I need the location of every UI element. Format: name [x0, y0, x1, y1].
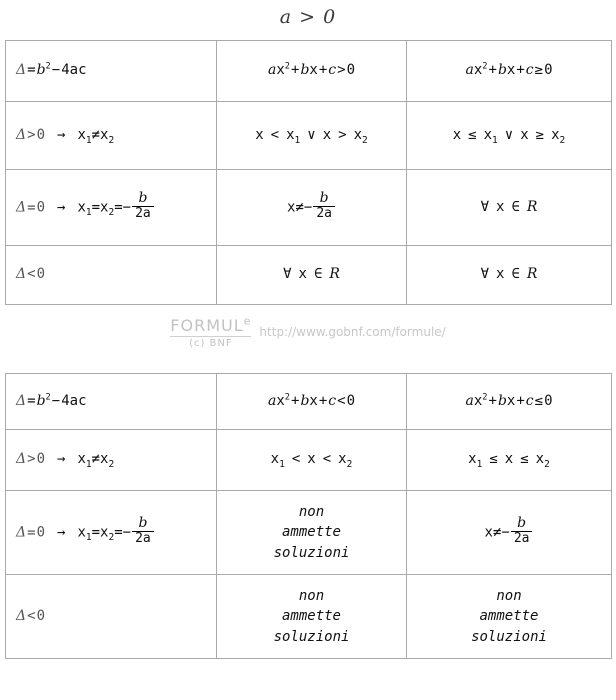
- t2-header-discriminant: [6, 374, 217, 430]
- t1-r1-col2: [217, 102, 407, 170]
- exponent-2: 2: [45, 61, 51, 72]
- x-symbol: x: [506, 62, 516, 79]
- reals-symbol: R: [526, 266, 538, 283]
- equals-symbol: =: [27, 392, 36, 409]
- t1-header-discriminant: [6, 41, 217, 102]
- subscript-1: 1: [85, 134, 92, 146]
- subscript-2: 2: [108, 207, 115, 219]
- reals-symbol: R: [329, 266, 340, 283]
- x-symbol: x: [100, 451, 109, 468]
- a-symbol: a: [465, 62, 474, 79]
- le-symbol: ≤: [489, 451, 498, 468]
- zero-symbol: 0: [36, 524, 45, 541]
- table-row: [6, 430, 612, 491]
- watermark-url: http://www.gobnf.com/formule/: [259, 325, 446, 339]
- element-of-symbol: ∈: [511, 198, 520, 215]
- x-symbol: x: [77, 524, 86, 541]
- delta-symbol: Δ: [16, 266, 27, 283]
- logo-main-text: FORMUL: [170, 316, 244, 335]
- x-symbol: x: [506, 392, 516, 409]
- fraction-b-over-2a: [313, 191, 335, 222]
- table-row: [6, 491, 612, 575]
- le-symbol: ≤: [534, 392, 544, 409]
- no-solutions-text: [413, 586, 605, 647]
- t2-r3-col2: [217, 575, 407, 659]
- lt-symbol: <: [337, 392, 346, 409]
- fraction-denominator: 2a: [135, 205, 151, 221]
- table-row: [6, 374, 612, 430]
- zero-symbol: 0: [346, 392, 356, 409]
- forall-symbol: ∀: [480, 198, 489, 215]
- plus-symbol: +: [488, 392, 497, 409]
- ge-symbol: ≥: [535, 126, 545, 143]
- a-symbol: a: [69, 392, 79, 409]
- t2-r3-condition: [6, 575, 217, 659]
- exponent-2: 2: [482, 392, 488, 403]
- element-of-symbol: ∈: [313, 266, 323, 283]
- b-symbol: b: [497, 62, 507, 79]
- zero-symbol: 0: [346, 62, 356, 79]
- minus-symbol: −: [501, 524, 510, 541]
- gt-symbol: >: [27, 126, 36, 143]
- plus-symbol: +: [318, 392, 328, 409]
- t2-header-col3: [407, 374, 612, 430]
- no-solutions-line3: soluzioni: [471, 628, 547, 645]
- arrow-icon: →: [57, 126, 66, 143]
- no-solutions-line1: non: [298, 504, 325, 521]
- zero-symbol: 0: [36, 607, 45, 624]
- plus-symbol: +: [318, 62, 328, 79]
- forall-symbol: ∀: [480, 266, 489, 283]
- bnf-logo: [170, 316, 251, 349]
- watermark: [0, 316, 616, 356]
- c-symbol: c: [525, 392, 534, 409]
- minus-symbol: −: [303, 199, 313, 216]
- exponent-2: 2: [482, 61, 488, 72]
- x-symbol: x: [551, 126, 560, 143]
- delta-symbol: Δ: [16, 392, 27, 409]
- plus-symbol: +: [291, 392, 300, 409]
- x-symbol: x: [100, 524, 109, 541]
- delta-symbol: Δ: [16, 199, 27, 216]
- plus-symbol: +: [516, 392, 525, 409]
- fraction-numerator: b: [132, 516, 154, 532]
- subscript-1: 1: [492, 134, 498, 146]
- minus-symbol: −: [51, 392, 61, 409]
- x-symbol: x: [286, 126, 295, 143]
- fraction-numerator: b: [511, 516, 533, 532]
- b-symbol: b: [497, 392, 507, 409]
- t1-header-col3: [407, 41, 612, 102]
- t2-r1-col2: [217, 430, 407, 491]
- x-symbol: x: [307, 451, 316, 468]
- x-symbol: x: [100, 199, 109, 216]
- x-symbol: x: [520, 126, 529, 143]
- x-symbol: x: [496, 198, 505, 215]
- c-symbol: c: [525, 62, 534, 79]
- no-solutions-line2: ammette: [281, 608, 341, 625]
- equals-symbol: =: [27, 524, 36, 541]
- x-symbol: x: [276, 62, 285, 79]
- no-solutions-line2: ammette: [281, 524, 341, 541]
- t2-r1-col3: [407, 430, 612, 491]
- subscript-2: 2: [544, 459, 550, 471]
- x-symbol: x: [322, 126, 332, 143]
- x-symbol: x: [473, 392, 483, 409]
- x-symbol: x: [287, 199, 296, 216]
- a-symbol: a: [465, 392, 474, 409]
- equals-symbol: =: [91, 524, 101, 541]
- table-row: [6, 41, 612, 102]
- delta-symbol: Δ: [16, 524, 27, 541]
- gt-symbol: >: [337, 62, 346, 79]
- four-symbol: 4: [61, 62, 70, 79]
- fraction-b-over-2a: [132, 516, 154, 547]
- a-symbol: a: [267, 392, 277, 409]
- x-symbol: x: [77, 199, 86, 216]
- c-symbol: c: [78, 392, 87, 409]
- zero-symbol: 0: [36, 266, 45, 283]
- delta-symbol: Δ: [16, 62, 27, 79]
- x-symbol: x: [535, 451, 545, 468]
- x-symbol: x: [468, 451, 477, 468]
- plus-symbol: +: [488, 62, 497, 79]
- ge-symbol: ≥: [534, 62, 544, 79]
- fraction-denominator: 2a: [513, 530, 530, 546]
- subscript-2: 2: [108, 459, 115, 471]
- delta-symbol: Δ: [16, 451, 27, 468]
- x-symbol: x: [473, 62, 483, 79]
- x-symbol: x: [77, 126, 86, 143]
- t2-r2-col3: [407, 491, 612, 575]
- x-symbol: x: [338, 451, 347, 468]
- ne-symbol: ≠: [295, 199, 304, 216]
- zero-symbol: 0: [36, 126, 45, 143]
- arrow-icon: →: [57, 524, 66, 541]
- fraction-b-over-2a: [511, 516, 533, 547]
- x-symbol: x: [270, 451, 280, 468]
- t1-r2-condition: [6, 170, 217, 246]
- subscript-1: 1: [85, 532, 92, 544]
- minus-symbol: −: [51, 62, 61, 79]
- no-solutions-line3: soluzioni: [273, 544, 350, 561]
- le-symbol: ≤: [520, 451, 529, 468]
- exponent-2: 2: [284, 392, 291, 403]
- t2-r1-condition: [6, 430, 217, 491]
- t1-header-col2: [217, 41, 407, 102]
- or-symbol: ∨: [504, 126, 514, 143]
- a-symbol: a: [69, 62, 79, 79]
- lt-symbol: <: [291, 451, 301, 468]
- x-symbol: x: [496, 266, 505, 283]
- four-symbol: 4: [61, 392, 70, 409]
- b-symbol: b: [36, 392, 46, 409]
- no-solutions-line3: soluzioni: [273, 628, 350, 645]
- table-a-negative-side: [5, 373, 612, 659]
- arrow-icon: →: [57, 451, 66, 468]
- t2-r2-col2: [217, 491, 407, 575]
- t1-r2-col3: [407, 170, 612, 246]
- subscript-2: 2: [108, 134, 115, 146]
- t1-r3-col2: [217, 246, 407, 305]
- zero-symbol: 0: [544, 392, 553, 409]
- subscript-1: 1: [294, 134, 301, 146]
- x-symbol: x: [309, 62, 318, 79]
- zero-symbol: 0: [544, 62, 553, 79]
- forall-symbol: ∀: [283, 266, 292, 283]
- exponent-2: 2: [284, 61, 291, 72]
- subscript-1: 1: [85, 207, 92, 219]
- no-solutions-text: [223, 502, 400, 563]
- no-solutions-line2: ammette: [479, 608, 539, 625]
- logo-superscript-e: e: [243, 314, 252, 328]
- equals-symbol: =: [91, 199, 101, 216]
- equals-symbol: =: [114, 199, 123, 216]
- subscript-1: 1: [85, 459, 92, 471]
- fraction-b-over-2a: [132, 191, 154, 222]
- no-solutions-text: [223, 586, 400, 647]
- table-row: [6, 170, 612, 246]
- x-symbol: x: [77, 451, 86, 468]
- gt-symbol: >: [338, 126, 347, 143]
- c-symbol: c: [328, 392, 337, 409]
- zero-symbol: 0: [36, 199, 45, 216]
- gt-symbol: >: [27, 451, 36, 468]
- table-row: [6, 102, 612, 170]
- subscript-2: 2: [559, 134, 566, 146]
- exponent-2: 2: [45, 392, 51, 403]
- t1-r3-col3: [407, 246, 612, 305]
- minus-symbol: −: [122, 524, 132, 541]
- equals-symbol: =: [27, 62, 36, 79]
- page-title: a > 0: [279, 6, 337, 28]
- t1-r1-col3: [407, 102, 612, 170]
- a-symbol: a: [267, 62, 277, 79]
- x-symbol: x: [309, 392, 318, 409]
- x-symbol: x: [276, 392, 285, 409]
- le-symbol: ≤: [468, 126, 477, 143]
- plus-symbol: +: [291, 62, 300, 79]
- fraction-denominator: 2a: [135, 530, 151, 546]
- x-symbol: x: [483, 126, 493, 143]
- x-symbol: x: [298, 266, 307, 283]
- fraction-denominator: 2a: [316, 205, 332, 221]
- subscript-1: 1: [476, 459, 483, 471]
- minus-symbol: −: [122, 199, 132, 216]
- logo-wordmark: [170, 316, 251, 337]
- x-symbol: x: [504, 451, 514, 468]
- element-of-symbol: ∈: [511, 266, 520, 283]
- b-symbol: b: [36, 62, 46, 79]
- no-solutions-line1: non: [298, 588, 325, 605]
- plus-symbol: +: [516, 62, 525, 79]
- lt-symbol: <: [270, 126, 280, 143]
- delta-symbol: Δ: [16, 607, 27, 624]
- subscript-2: 2: [362, 134, 368, 146]
- fraction-numerator: b: [132, 191, 154, 207]
- x-symbol: x: [255, 126, 264, 143]
- equals-symbol: =: [27, 199, 36, 216]
- subscript-1: 1: [279, 459, 285, 471]
- logo-copyright-text: (c) BNF: [189, 338, 233, 349]
- arrow-icon: →: [57, 199, 66, 216]
- ne-symbol: ≠: [91, 126, 101, 143]
- x-symbol: x: [452, 126, 462, 143]
- lt-symbol: <: [27, 607, 36, 624]
- b-symbol: b: [300, 392, 310, 409]
- table-a-positive: [5, 40, 612, 305]
- c-symbol: c: [78, 62, 87, 79]
- equals-symbol: =: [114, 524, 123, 541]
- subscript-2: 2: [346, 459, 353, 471]
- subscript-2: 2: [108, 532, 115, 544]
- zero-symbol: 0: [36, 451, 45, 468]
- t2-r3-col3: [407, 575, 612, 659]
- t1-r2-col2: [217, 170, 407, 246]
- ne-symbol: ≠: [91, 451, 101, 468]
- reals-symbol: R: [526, 198, 538, 215]
- table-row: [6, 246, 612, 305]
- t1-r3-condition: [6, 246, 217, 305]
- or-symbol: ∨: [307, 126, 316, 143]
- x-symbol: x: [484, 524, 493, 541]
- table-row: [6, 575, 612, 659]
- t2-r2-condition: [6, 491, 217, 575]
- c-symbol: c: [328, 62, 337, 79]
- delta-symbol: Δ: [16, 126, 27, 143]
- t2-header-col2: [217, 374, 407, 430]
- ne-symbol: ≠: [492, 524, 502, 541]
- lt-symbol: <: [27, 266, 36, 283]
- no-solutions-line1: non: [496, 588, 522, 605]
- fraction-numerator: b: [313, 191, 335, 207]
- lt-symbol: <: [322, 451, 332, 468]
- b-symbol: b: [300, 62, 310, 79]
- x-symbol: x: [100, 126, 109, 143]
- t1-r1-condition: [6, 102, 217, 170]
- x-symbol: x: [353, 126, 363, 143]
